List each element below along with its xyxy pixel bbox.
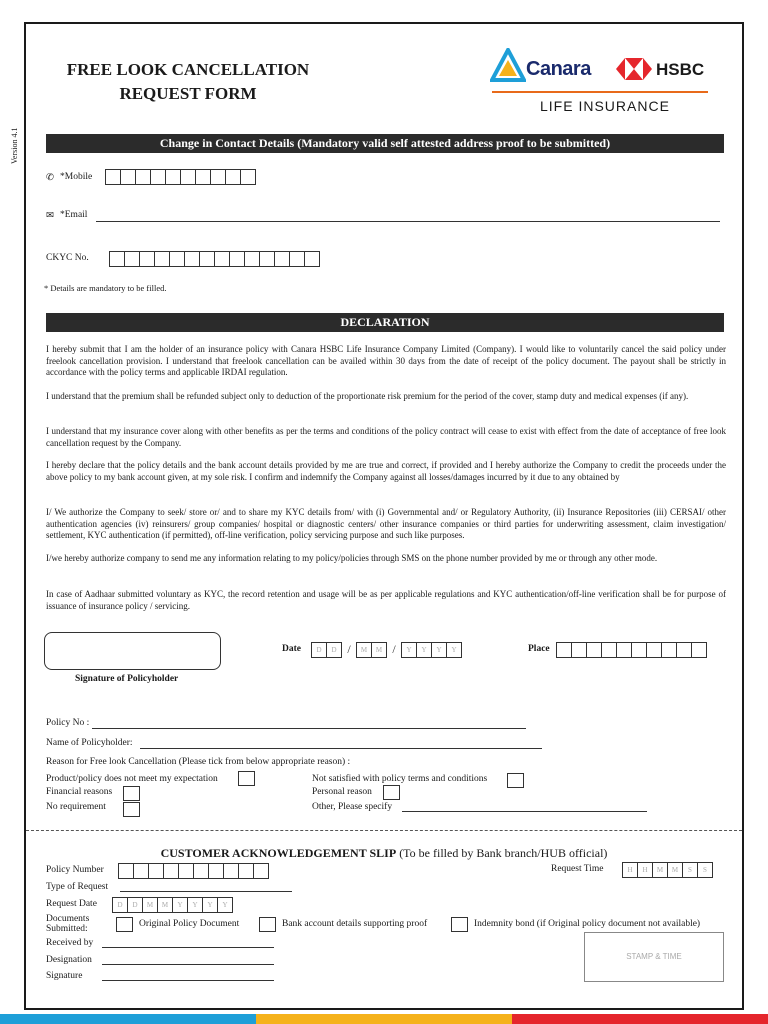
received-by-field[interactable] xyxy=(102,947,274,948)
slip-signature-label: Signature xyxy=(46,971,83,981)
logo-underline xyxy=(492,91,708,93)
declaration-paragraph: I understand that my insurance cover along with other benefits as per the terms and conditions of the policy contract will cease to exist with effect from the date of acceptance of free look cancellation request by the Company. xyxy=(46,426,726,448)
declaration-paragraph: I hereby submit that I am the holder of an insurance policy with Canara HSBC Life Insurance Company Limited (Company). I would like to voluntarily cancel the said policy under freelook cancellation provision. I understand that freelook cancellation can be availed within 30 days from the date of receipt of the policy document. The payout shall be strictly in accordance with the policy terms and applicable IRDAI regulation. xyxy=(46,344,726,377)
date-label: Date xyxy=(282,644,301,654)
doc-checkbox-policy[interactable] xyxy=(116,917,133,932)
declaration-banner: DECLARATION xyxy=(46,313,724,332)
email-icon: ✉ xyxy=(46,211,54,221)
signature-label: Signature of Policyholder xyxy=(75,674,179,684)
logo-brand-hsbc: HSBC xyxy=(656,60,705,79)
reason-checkbox-personal[interactable] xyxy=(383,785,400,800)
version-label: Version 4.1 xyxy=(10,127,19,164)
type-of-request-label: Type of Request xyxy=(46,882,109,892)
doc-label: Indemnity bond (if Original policy document not available) xyxy=(474,919,701,929)
reason-label: Other, Please specify xyxy=(312,802,393,812)
declaration-paragraph: In case of Aadhaar submitted voluntary as KYC, the record retention and usage will be as per applicable regulations and KYC authentication/off-line verification shall be for purpose of issuance of insurance policy / servicing. xyxy=(46,589,726,611)
email-field[interactable] xyxy=(96,221,720,222)
doc-checkbox-indemnity[interactable] xyxy=(451,917,468,932)
type-of-request-field[interactable] xyxy=(120,891,292,892)
footer-stripe-yellow xyxy=(256,1014,512,1024)
mobile-label: *Mobile xyxy=(60,172,93,182)
policy-no-label: Policy No : xyxy=(46,718,90,728)
declaration-paragraph: I hereby declare that the policy details and the bank account details provided by me are true and correct, if provided and I hereby authorize the Company to credit the proceeds under the above policy to my bank account given, at my sole risk. I confirm and indemnify the Company against all losses/damages incurred by it due to any obtained by xyxy=(46,460,726,482)
slip-title: CUSTOMER ACKNOWLEDGEMENT SLIP (To be filled by Bank branch/HUB official) xyxy=(160,846,608,860)
policyholder-name-field[interactable] xyxy=(140,748,542,749)
logo-tagline: LIFE INSURANCE xyxy=(540,98,670,114)
canara-triangle-icon xyxy=(490,48,526,84)
reason-label: Personal reason xyxy=(312,787,372,797)
reason-label: Product/policy does not meet my expectation xyxy=(46,774,218,784)
slip-policy-number-label: Policy Number xyxy=(46,865,104,875)
reason-checkbox-financial[interactable] xyxy=(123,786,140,801)
ckyc-input[interactable] xyxy=(109,251,319,267)
doc-label: Original Policy Document xyxy=(139,919,240,929)
reason-checkbox-no-requirement[interactable] xyxy=(123,802,140,817)
stamp-box: STAMP & TIME xyxy=(584,932,724,982)
signature-box[interactable] xyxy=(44,632,221,670)
reason-checkbox-expectation[interactable] xyxy=(238,771,255,786)
policyholder-name-label: Name of Policyholder: xyxy=(46,738,133,748)
footer-stripe-blue xyxy=(0,1014,256,1024)
other-reason-field[interactable] xyxy=(402,811,647,812)
received-by-label: Received by xyxy=(46,938,94,948)
footer-stripe-red xyxy=(512,1014,768,1024)
reason-label: No requirement xyxy=(46,802,106,812)
form-title: FREE LOOK CANCELLATION REQUEST FORM xyxy=(66,60,310,103)
place-input[interactable] xyxy=(556,642,706,658)
request-date-input[interactable]: D D M M Y Y Y Y xyxy=(112,897,232,913)
reason-heading: Reason for Free look Cancellation (Please tick from below appropriate reason) : xyxy=(46,757,351,767)
doc-label: Bank account details supporting proof xyxy=(282,919,428,929)
mandatory-note: * Details are mandatory to be filled. xyxy=(44,283,167,293)
phone-icon: ✆ xyxy=(46,173,54,183)
designation-field[interactable] xyxy=(102,964,274,965)
policy-no-field[interactable] xyxy=(92,728,526,729)
request-time-label: Request Time xyxy=(551,864,604,874)
reason-checkbox-terms[interactable] xyxy=(507,773,524,788)
ckyc-label: CKYC No. xyxy=(46,253,89,263)
reason-label: Financial reasons xyxy=(46,787,113,797)
declaration-paragraph: I/ We authorize the Company to seek/ store or/ and to share my KYC details from/ with (i) Governmental and/ or Regulatory Authority, (ii) Insurance Repositories (iii) CERSAI/ other authentication agencies (iv) reinsurers/ group companies/ hospital or diagnostic centers/ other insurance companies or third parties for underwriting assessment, claim investigation/ settlement, KYC authentication (if permitted), off-line verification, policy servicing purpose and such like purposes. xyxy=(46,507,726,540)
slip-signature-field[interactable] xyxy=(102,980,274,981)
logo-brand-canara: Canara xyxy=(526,58,591,80)
request-date-label: Request Date xyxy=(46,899,97,909)
date-input[interactable]: D D / M M / Y Y Y Y xyxy=(311,642,461,658)
declaration-paragraph: I understand that the premium shall be refunded subject only to deduction of the proportionate risk premium for the period of the cover, stamp duty and medical expenses (if any). xyxy=(46,391,689,401)
doc-checkbox-bank[interactable] xyxy=(259,917,276,932)
form-sheet xyxy=(10,22,744,1010)
mobile-input[interactable] xyxy=(105,169,255,185)
designation-label: Designation xyxy=(46,955,92,965)
documents-submitted-label: Documents Submitted: xyxy=(46,914,90,934)
declaration-paragraph: I/we hereby authorize company to send me any information relating to my policy/policies through SMS on the phone number provided by me or through any other mode. xyxy=(46,553,658,563)
cut-line xyxy=(26,830,742,831)
email-label: *Email xyxy=(60,210,88,220)
place-label: Place xyxy=(528,644,550,654)
hsbc-hexagon-icon xyxy=(616,58,652,80)
slip-policy-number-input[interactable] xyxy=(118,863,268,879)
reason-label: Not satisfied with policy terms and conditions xyxy=(312,774,488,784)
request-time-input[interactable]: H H M M S S xyxy=(622,862,712,878)
company-logo xyxy=(488,46,714,116)
contact-banner: Change in Contact Details (Mandatory valid self attested address proof to be submitted) xyxy=(46,134,724,153)
